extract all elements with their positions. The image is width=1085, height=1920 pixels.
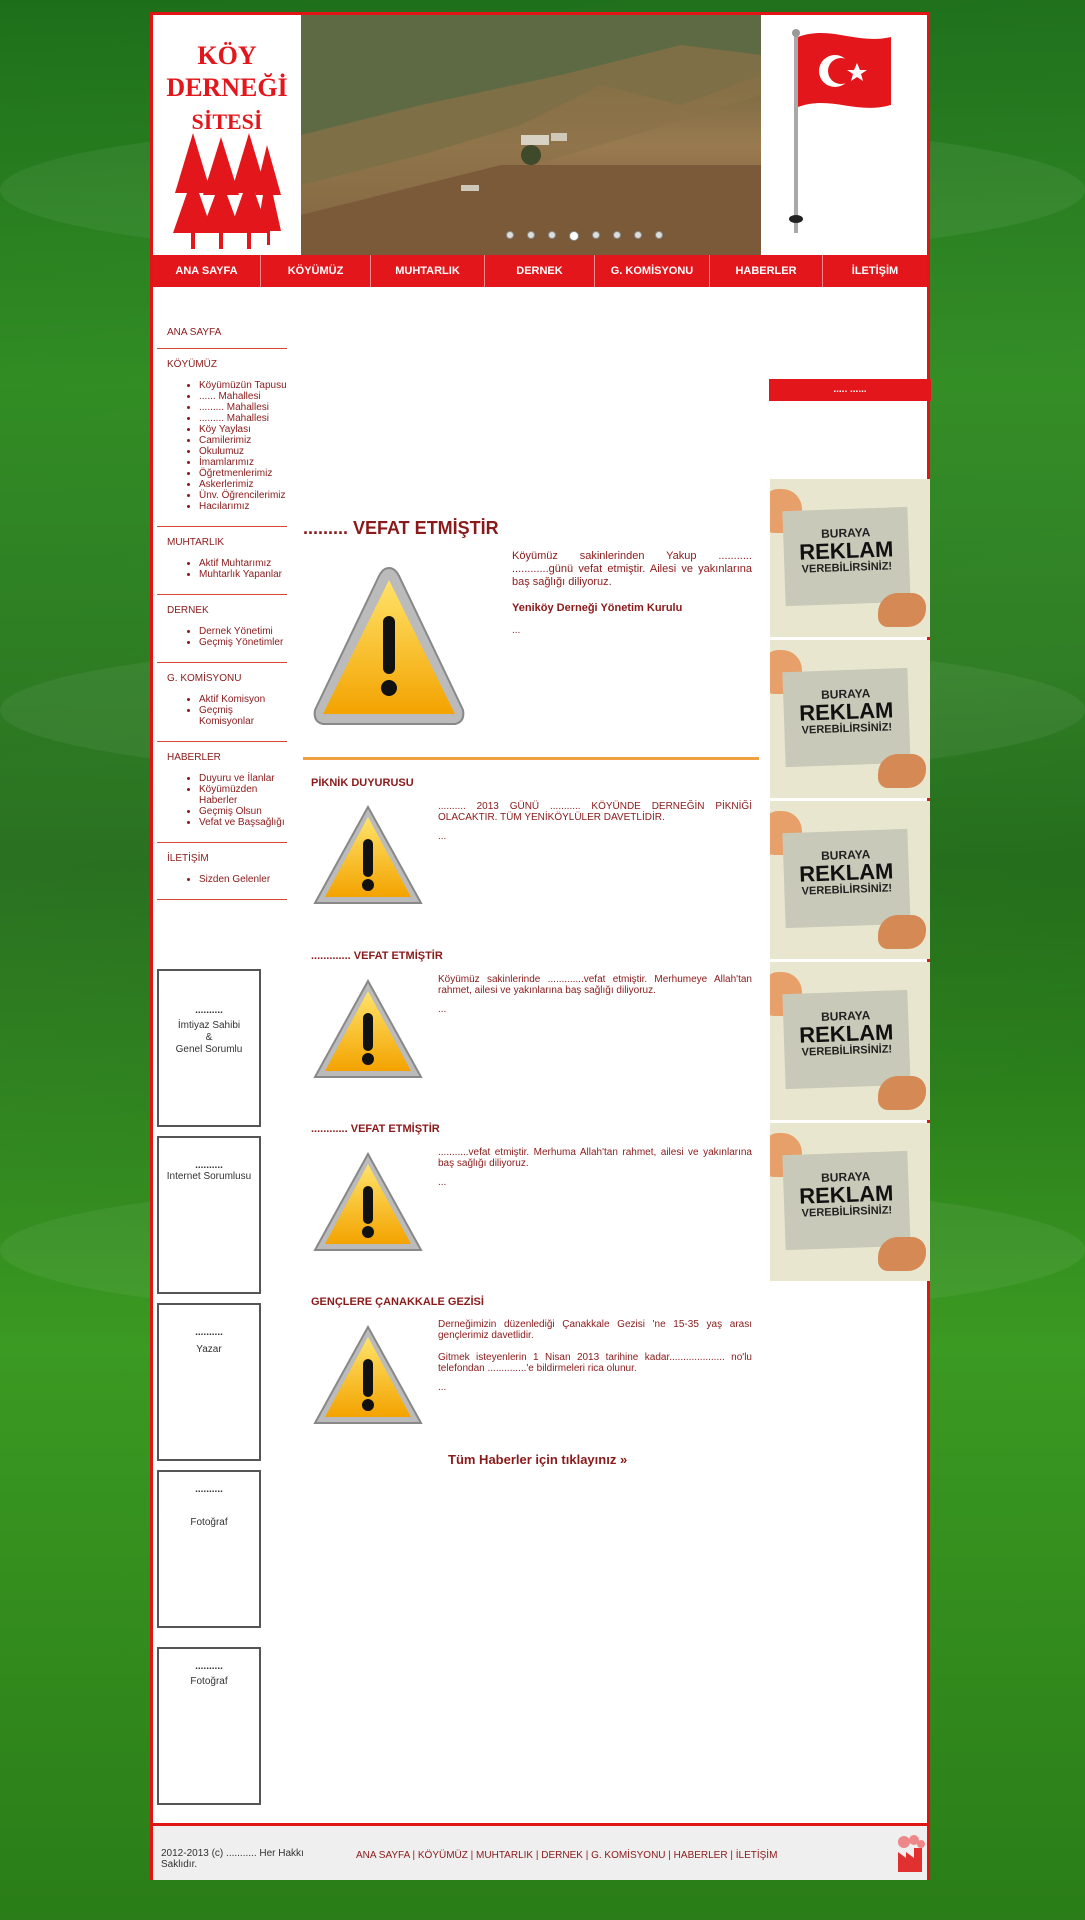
sidebar-subitem[interactable]: • Geçmiş Komisyonlar [199,705,287,727]
feature-text: Köyümüz sakinlerinden Yakup ........... ............günü vefat etmiştir. Ailesi ve yakınlarına baş sağlığı diliyoruz. [512,550,752,588]
warning-icon [313,1150,423,1258]
nav-muhtarlik[interactable]: MUHTARLIK [371,255,485,287]
footer [153,1823,927,1880]
news-text: Köyümüz sakinlerinde .............vefat etmiştir. Merhumeye Allah'tan rahmet, ailesi ve yakınlarına baş sağlığı diliyoruz. [438,974,752,996]
slider-dot[interactable] [506,231,514,239]
ad-card [782,668,910,767]
sidebar-sublist [157,874,287,885]
sidebar-subitem[interactable]: • Duyuru ve İlanlar [199,773,287,784]
sidebar-subitem[interactable]: • Dernek Yönetimi [199,626,287,637]
pointing-hand-icon [878,915,926,949]
sidebar-sublist [157,694,287,727]
nav-iletisim[interactable]: İLETİŞİM [851,265,899,277]
sidebar-subitem[interactable]: • Askerlerimiz [199,479,287,490]
staff-name: .......... [195,1661,223,1672]
news-title[interactable]: GENÇLERE ÇANAKKALE GEZİSİ [311,1296,484,1308]
pine-trees-icon [171,133,283,251]
nav-koyumuz[interactable]: KÖYÜMÜZ [261,255,371,287]
logo-line-3: SİTESİ [191,109,263,134]
sidebar-sublist [157,773,287,828]
staff-name: .......... [195,1484,223,1495]
ad-banner[interactable] [770,962,930,1120]
ad-banner[interactable] [770,479,930,637]
divider [157,741,287,742]
sidebar-subitem[interactable]: • Geçmiş Olsun [199,806,287,817]
sidebar-subitem[interactable]: • Camilerimiz [199,435,287,446]
divider [157,899,287,900]
sidebar-subitem[interactable]: • Aktif Muhtarımız [199,558,287,569]
staff-box [157,1470,261,1628]
slider-dot[interactable] [548,231,556,239]
staff-role: İmtiyaz Sahibi & Genel Sorumlu [175,1020,243,1055]
sidebar-section-haberler[interactable]: HABERLER [167,752,221,763]
ad-line-3: VEREBİLİRSİNİZ! [801,1204,893,1220]
ad-line-1: BURAYA [820,847,871,863]
ad-line-2: REKLAM [798,697,894,726]
staff-name: .......... [195,1327,223,1338]
divider [157,526,287,527]
slider-dot[interactable] [592,231,600,239]
feature-signature: Yeniköy Derneği Yönetim Kurulu [512,602,683,614]
ad-card [782,507,910,606]
staff-box [157,1136,261,1294]
slider-dot[interactable] [655,231,663,239]
sidebar-subitem[interactable]: • Hacılarımız [199,501,287,512]
turkish-flag-icon [761,15,927,255]
ad-line-1: BURAYA [820,525,871,541]
warning-icon [313,803,423,911]
sidebar-section-muhtarlik[interactable]: MUHTARLIK [167,537,225,548]
divider [157,662,287,663]
ad-line-1: BURAYA [820,1008,871,1024]
ad-card [782,1151,910,1250]
ad-card [782,990,910,1089]
pointing-hand-icon [878,754,926,788]
feature-title[interactable]: ......... VEFAT ETMİŞTİR [303,518,499,538]
ad-line-3: VEREBİLİRSİNİZ! [801,882,893,898]
site-logo[interactable] [153,15,301,255]
warning-icon [313,977,423,1085]
ad-line-3: VEREBİLİRSİNİZ! [801,721,893,737]
sidebar-sublist [157,380,287,512]
sidebar-subitem[interactable]: • Öğretmenlerimiz [199,468,287,479]
pointing-hand-icon [878,1237,926,1271]
news-more[interactable]: ... [438,1382,447,1393]
ad-banner[interactable] [770,801,930,959]
news-title[interactable]: ............ VEFAT ETMİŞTİR [311,1123,440,1135]
sidebar [157,305,287,910]
staff-box [157,1647,261,1805]
warning-icon [309,560,469,730]
staff-name: .......... [195,1005,223,1016]
staff-role: Internet Sorumlusu [166,1171,252,1182]
flag-area [761,15,927,255]
staff-box [157,1303,261,1461]
sidebar-subitem[interactable]: • Okulumuz [199,446,287,457]
factory-logo-icon [894,1834,926,1874]
sidebar-section-iletisim[interactable]: İLETİŞİM [167,853,209,864]
news-title[interactable]: ............. VEFAT ETMİŞTİR [311,950,443,962]
divider [157,842,287,843]
nav-haberler[interactable]: HABERLER [710,255,823,287]
sidebar-sublist [157,626,287,648]
sidebar-sublist [157,558,287,580]
sidebar-subitem[interactable]: • Köy Yaylası [199,424,287,435]
right-column-title: ..... ...... [769,379,931,401]
main-nav [153,255,927,287]
header-banner-photo [301,15,761,255]
slider-dot-active[interactable] [569,231,579,241]
divider [157,348,287,349]
staff-role: Fotoğraf [190,1676,228,1687]
sidebar-subitem[interactable]: • Aktif Komisyon [199,694,287,705]
divider [157,594,287,595]
staff-role: Fotoğraf [190,1517,228,1528]
sidebar-subitem[interactable]: • Geçmiş Yönetimler [199,637,287,648]
sidebar-subitem[interactable]: • Sizden Gelenler [199,874,287,885]
news-more[interactable]: ... [438,831,447,842]
copyright-text: 2012-2013 (c) ........... Her Hakkı Saklıdır. [161,1848,304,1870]
staff-box [157,969,261,1127]
sidebar-section-dernek[interactable]: DERNEK [167,605,209,616]
all-news-link[interactable]: Tüm Haberler için tıklayınız » [448,1452,628,1467]
sidebar-subitem[interactable]: • Köyümüzün Tapusu [199,380,287,391]
sidebar-subitem[interactable]: • İmamlarımız [199,457,287,468]
ad-line-1: BURAYA [820,686,871,702]
slider-dots [506,231,663,241]
sidebar-subitem[interactable]: • Ünv. Öğrencilerimiz [199,490,287,501]
page-container [150,12,930,1880]
staff-name: .......... [195,1160,223,1171]
ad-line-2: REKLAM [798,536,894,565]
nav-anasayfa[interactable]: ANA SAYFA [153,255,261,287]
news-text: .......... 2013 GÜNÜ ........... KÖYÜNDE DERNEĞİN PİKNİĞİ OLACAKTIR. TÜM YENİKÖYLÜLER DAVETLİDİR. [438,801,752,823]
news-title[interactable]: PİKNİK DUYURUSU [311,777,414,789]
sidebar-item-anasayfa[interactable]: ANA SAYFA [167,327,222,338]
slider-dot[interactable] [634,231,642,239]
sidebar-section-koyumuz[interactable]: KÖYÜMÜZ [167,359,217,370]
mountain-village-image [301,15,761,255]
staff-role: Yazar [196,1344,222,1355]
news-text: Derneğimizin düzenlediği Çanakkale Gezisi 'ne 15-35 yaş arası gençlerimiz davetlidir. [438,1319,752,1341]
section-divider [303,757,759,760]
slider-dot[interactable] [527,231,535,239]
sidebar-subitem[interactable]: • ...... Mahallesi [199,391,287,402]
ad-banner[interactable] [770,640,930,798]
ad-line-2: REKLAM [798,1180,894,1209]
news-more[interactable]: ... [438,1004,447,1015]
pointing-hand-icon [878,1076,926,1110]
slider-dot[interactable] [613,231,621,239]
sidebar-subitem[interactable]: • ......... Mahallesi [199,402,287,413]
ad-line-2: REKLAM [798,858,894,887]
news-text: ...........vefat etmiştir. Merhuma Allah'tan rahmet, ailesi ve yakınlarına baş sağlığı diliyoruz. [438,1147,752,1169]
ad-line-3: VEREBİLİRSİNİZ! [801,1043,893,1059]
sidebar-subitem[interactable]: • Köyümüzden Haberler [199,784,287,806]
nav-dernek[interactable]: DERNEK [485,255,595,287]
sidebar-subitem[interactable]: • Vefat ve Başsağlığı [199,817,287,828]
sidebar-section-g-komisyonu[interactable]: G. KOMİSYONU [167,673,242,684]
news-more[interactable]: ... [438,1177,447,1188]
ad-line-3: VEREBİLİRSİNİZ! [801,560,893,576]
logo-line-1: KÖY [197,41,257,70]
ad-line-2: REKLAM [798,1019,894,1048]
feature-more[interactable]: ... [512,625,521,636]
ad-banner[interactable] [770,1123,930,1281]
news-text-2: Gitmek isteyenlerin 1 Nisan 2013 tarihine kadar.................... no'lu telefondan ..............'e bildirmeleri rica olunur. [438,1352,752,1374]
sidebar-subitem[interactable]: • ......... Mahallesi [199,413,287,424]
ad-line-1: BURAYA [820,1169,871,1185]
pointing-hand-icon [878,593,926,627]
nav-g-komisyonu[interactable]: G. KOMİSYONU [595,255,710,287]
ad-card [782,829,910,928]
warning-icon [313,1323,423,1431]
logo-line-2: DERNEĞİ [166,73,288,102]
footer-links[interactable]: ANA SAYFA | KÖYÜMÜZ | MUHTARLIK | DERNEK | G. KOMİSYONU | HABERLER | İLETİŞİM [356,1850,778,1861]
sidebar-subitem[interactable]: • Muhtarlık Yapanlar [199,569,287,580]
